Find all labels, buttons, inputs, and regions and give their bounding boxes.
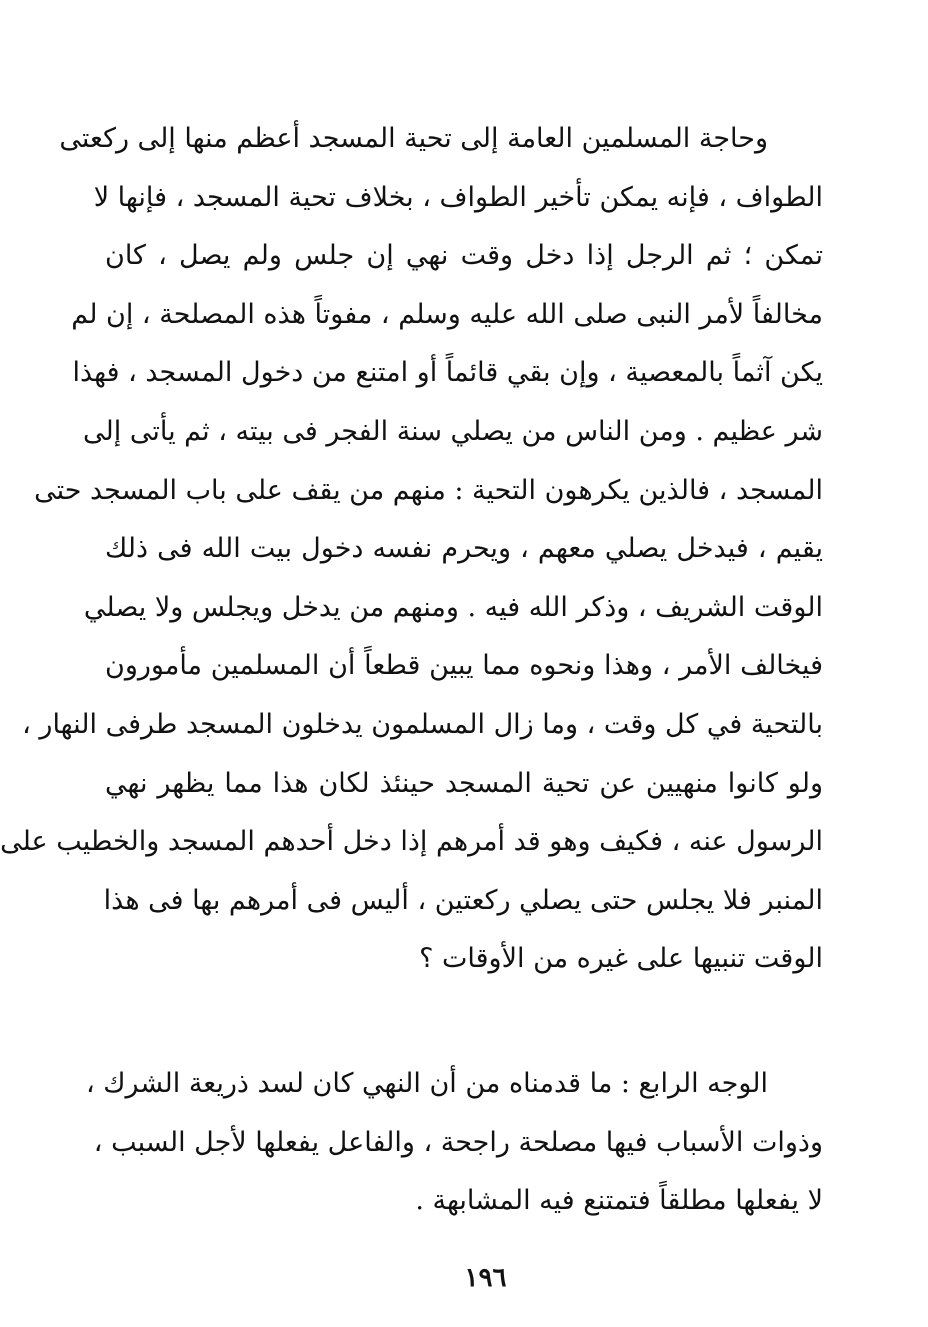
text-line: المنبر فلا يجلس حتى يصلي ركعتين ، أليس فى أمرهم بها فى هذا xyxy=(103,884,823,916)
paragraph-one xyxy=(0,110,823,989)
text-line: الطواف ، فإنه يمكن تأخير الطواف ، بخلاف تحية المسجد ، فإنها لا xyxy=(93,181,823,213)
text-line: الوقت الشريف ، وذكر الله فيه . ومنهم من يدخل ويجلس ولا يصلي xyxy=(83,591,823,623)
text-line: الرسول عنه ، فكيف وهو قد أمرهم إذا دخل أحدهم المسجد والخطيب على xyxy=(0,826,823,858)
text-line: المسجد ، فالذين يكرهون التحية : منهم من يقف على باب المسجد حتى xyxy=(34,474,823,506)
text-line: شر عظيم . ومن الناس من يصلي سنة الفجر فى بيته ، ثم يأتى إلى xyxy=(83,415,823,447)
text-line: تمكن ؛ ثم الرجل إذا دخل وقت نهي إن جلس ولم يصل ، كان xyxy=(105,240,823,272)
text-line: مخالفاً لأمر النبى صلى الله عليه وسلم ، مفوتاً هذه المصلحة ، إن لم xyxy=(71,298,823,330)
text-line: وحاجة المسلمين العامة إلى تحية المسجد أعظم منها إلى ركعتى xyxy=(59,123,768,154)
text-line: وذوات الأسباب فيها مصلحة راجحة ، والفاعل يفعلها لأجل السبب ، xyxy=(93,1126,823,1158)
text-line: يكن آثماً بالمعصية ، وإن بقي قائماً أو امتنع من دخول المسجد ، فهذا xyxy=(72,357,823,389)
page-number: ١٩٦ xyxy=(464,1263,507,1293)
text-line: لا يفعلها مطلقاً فتمتنع فيه المشابهة . xyxy=(415,1185,823,1217)
paragraph-two xyxy=(85,1055,823,1231)
text-line: الوجه الرابع : ما قدمناه من أن النهي كان لسد ذريعة الشرك ، xyxy=(85,1068,768,1099)
text-line: الوقت تنبيها على غيره من الأوقات ؟ xyxy=(419,943,823,975)
text-line: بالتحية في كل وقت ، وما زال المسلمون يدخلون المسجد طرفى النهار ، xyxy=(22,708,823,740)
text-line: فيخالف الأمر ، وهذا ونحوه مما يبين قطعاً أن المسلمين مأمورون xyxy=(105,650,823,682)
text-line: ولو كانوا منهيين عن تحية المسجد حينئذ لكان هذا مما يظهر نهي xyxy=(105,767,823,799)
text-line: يقيم ، فيدخل يصلي معهم ، ويحرم نفسه دخول بيت الله فى ذلك xyxy=(105,533,823,565)
